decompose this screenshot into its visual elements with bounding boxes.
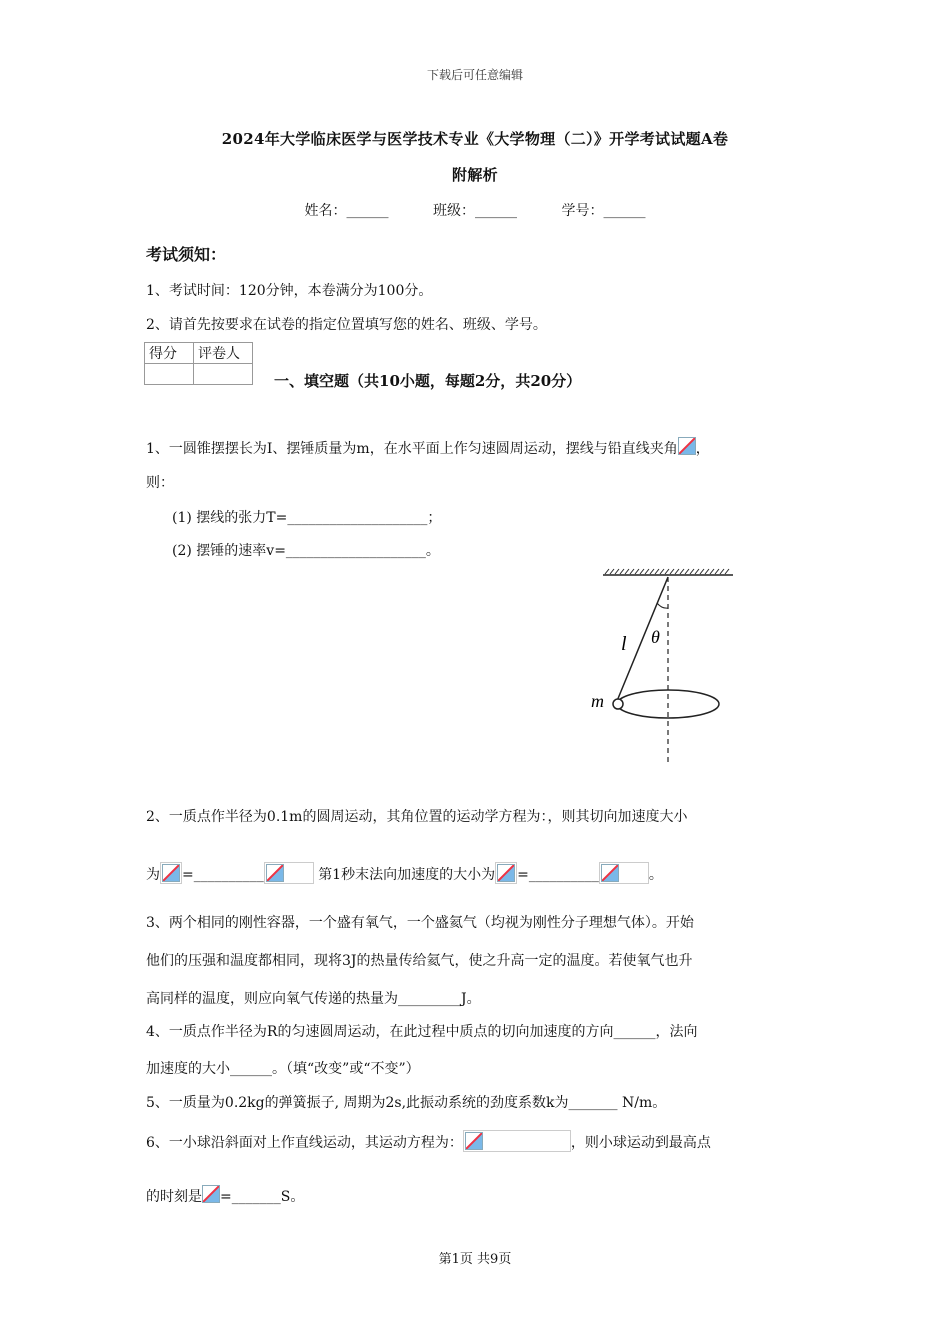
page-footer: 第1页 共9页 xyxy=(438,1252,512,1267)
conical-pendulum-figure xyxy=(585,565,745,770)
question-2-line2: 为 =__________ 第1秒末法向加速度的大小为 =__________ 。 xyxy=(146,862,663,884)
formula-image-2 xyxy=(264,862,314,884)
question-2-line1: 2、一质点作半径为0.1m的圆周运动，其角位置的运动学方程为：，则其切向加速度大小 xyxy=(146,809,688,825)
ceiling-hatch xyxy=(605,569,729,574)
question-1-line1: 1、一圆锥摆摆长为I、摆锤质量为m，在水平面上作匀速圆周运动，摆线与铅直线夹角 ， xyxy=(146,437,710,458)
broken-image-icon xyxy=(601,864,619,882)
broken-image-icon xyxy=(497,864,515,882)
question-1-sub2: (2) 摆锤的速率v=____________________。 xyxy=(172,543,440,559)
notice-title: 考试须知： xyxy=(146,245,227,264)
pendulum-bob xyxy=(613,699,623,709)
formula-image-5 xyxy=(463,1130,571,1152)
broken-image-icon xyxy=(266,864,284,882)
question-5-line1: 5、一质量为0.2kg的弹簧振子, 周期为2s,此振动系统的劲度系数k为_______ N/m。 xyxy=(146,1095,667,1111)
grader-cell xyxy=(194,364,253,385)
notice-item-2: 2、请首先按要求在试卷的指定位置填写您的姓名、班级、学号。 xyxy=(146,317,547,333)
question-4-line2: 加速度的大小______。（填“改变”或“不变”） xyxy=(146,1061,420,1077)
question-3-line2: 他们的压强和温度都相同，现将3J的热量传给氦气，使之升高一定的温度。若使氧气也升 xyxy=(146,953,693,969)
broken-image-icon xyxy=(162,864,180,882)
question-3-line1: 3、两个相同的刚性容器，一个盛有氧气，一个盛氦气（均视为刚性分子理想气体）。开始 xyxy=(146,915,694,931)
formula-image-3 xyxy=(495,862,517,884)
question-4-line1: 4、一质点作半径为R的匀速圆周运动，在此过程中质点的切向加速度的方向______，法向 xyxy=(146,1024,698,1040)
theta-label: θ xyxy=(651,627,660,647)
grader-header: 评卷人 xyxy=(194,343,253,364)
question-3-line3: 高同样的温度，则应向氧气传递的热量为_________J。 xyxy=(146,991,481,1007)
notice-item-1: 1、考试时间：120分钟，本卷满分为100分。 xyxy=(146,283,433,299)
angle-arc xyxy=(657,603,668,608)
exam-title-line1: 2024年大学临床医学与医学技术专业《大学物理（二）》开学考试试题A卷 xyxy=(221,130,729,148)
exam-title-line2: 附解析 xyxy=(452,166,498,184)
broken-image-icon xyxy=(678,437,696,455)
class-field: 班级：______ xyxy=(433,203,517,219)
formula-image-4 xyxy=(599,862,649,884)
mass-label: m xyxy=(591,691,604,711)
score-header: 得分 xyxy=(145,343,194,364)
question-6-line1: 6、一小球沿斜面对上作直线运动，其运动方程为： ，则小球运动到最高点 xyxy=(146,1130,711,1152)
broken-image-icon xyxy=(465,1132,483,1150)
question-6-line2: 的时刻是 =_______S。 xyxy=(146,1185,304,1206)
score-cell xyxy=(145,364,194,385)
score-table xyxy=(144,342,253,385)
question-1-sub1: (1) 摆线的张力T=____________________； xyxy=(172,510,442,526)
broken-image-icon xyxy=(202,1185,220,1203)
length-label: l xyxy=(621,633,627,655)
student-info-row xyxy=(0,200,950,220)
name-field: 姓名：______ xyxy=(304,203,389,219)
student-id-field: 学号：______ xyxy=(561,203,646,219)
section-title: 一、填空题（共10小题，每题2分，共20分） xyxy=(274,372,582,390)
formula-image-1 xyxy=(160,862,182,884)
header-note: 下载后可任意编辑 xyxy=(426,68,523,82)
question-1-line2: 则： xyxy=(146,475,174,491)
